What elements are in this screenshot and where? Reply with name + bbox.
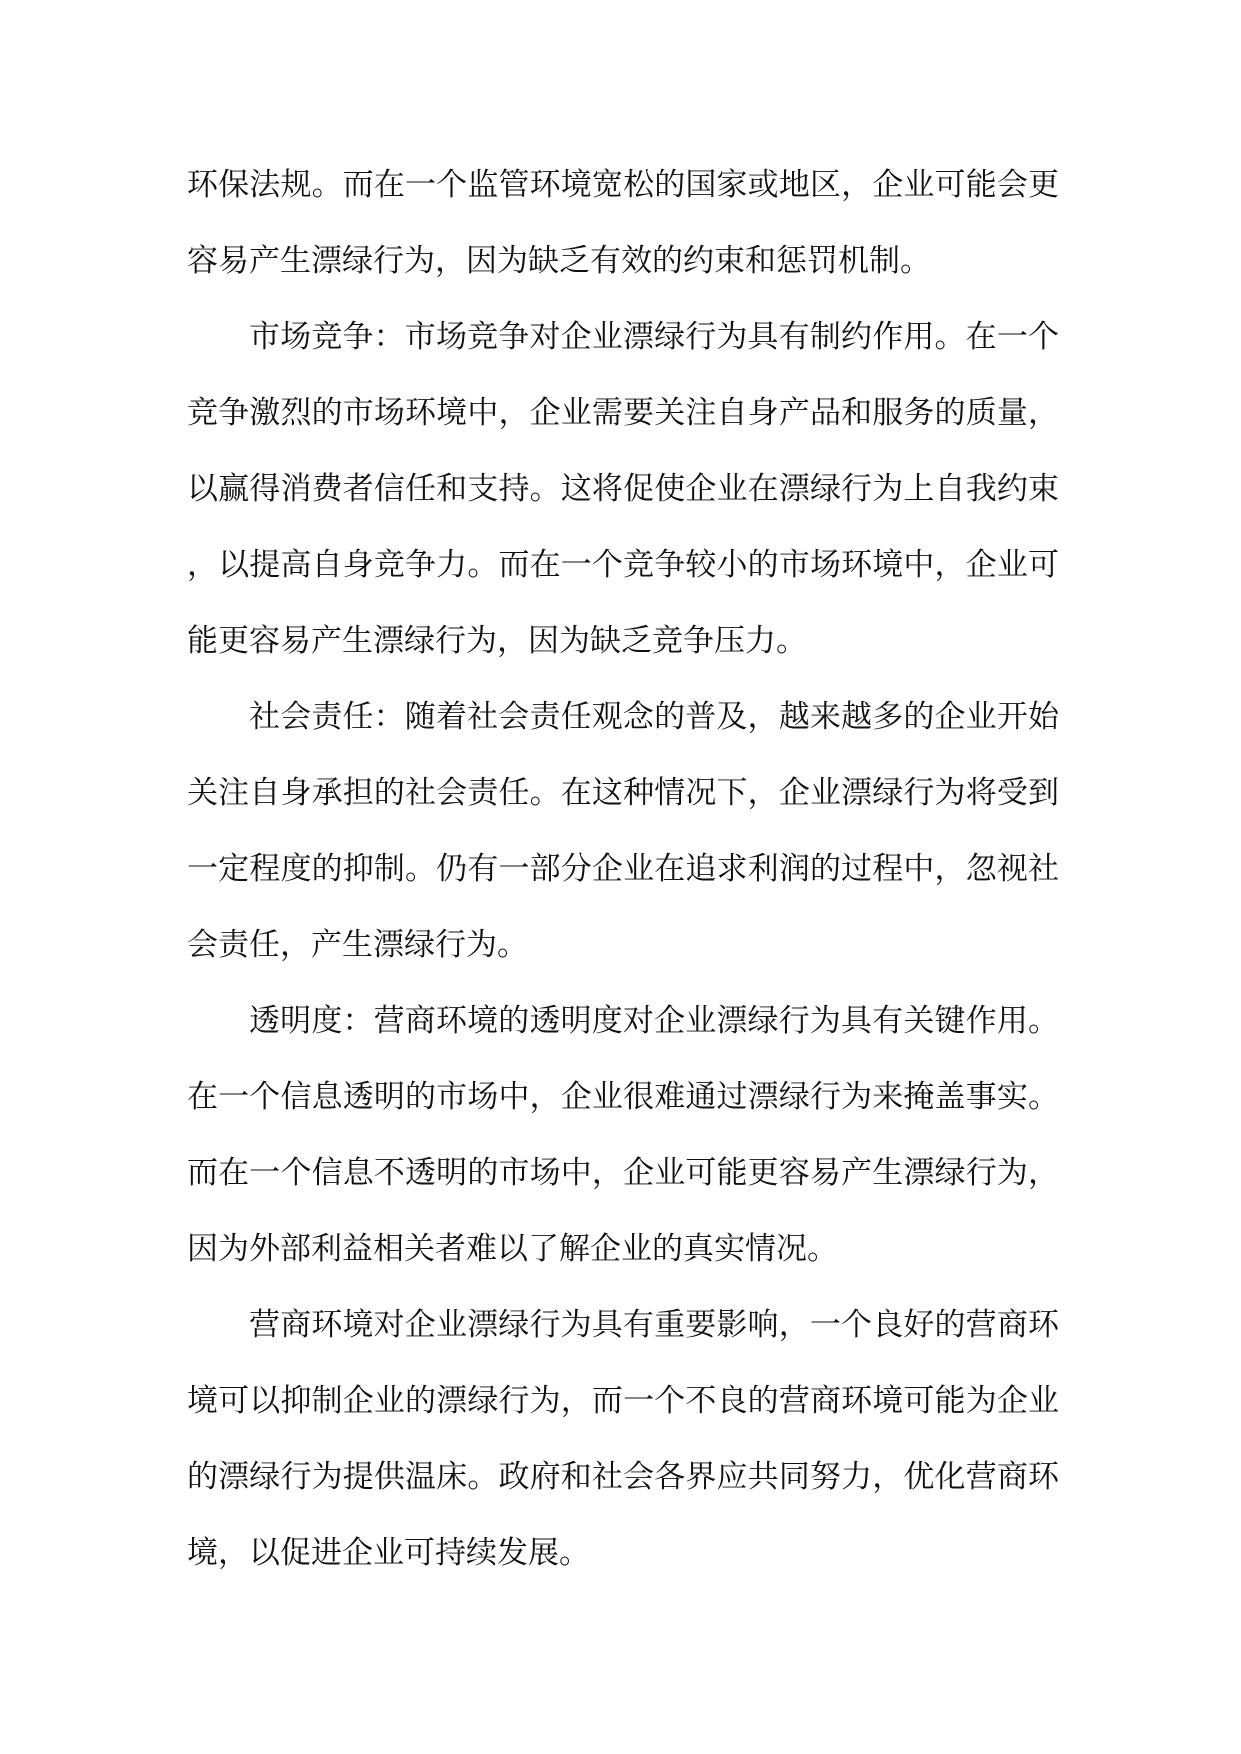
paragraph-conclusion: 营商环境对企业漂绿行为具有重要影响，一个良好的营商环境可以抑制企业的漂绿行为，而一个不良的营商环境可能为企业的漂绿行为提供温床。政府和社会各界应共同努力，优化营商环境，以促进企业可持续发展。: [187, 1307, 1059, 1571]
paragraph-social-responsibility: 社会责任：随着社会责任观念的普及，越来越多的企业开始关注自身承担的社会责任。在这种情况下，企业漂绿行为将受到一定程度的抑制。仍有一部分企业在追求利润的过程中，忽视社会责任，产生漂绿行为。: [187, 699, 1059, 963]
paragraph-continuation: 环保法规。而在一个监管环境宽松的国家或地区，企业可能会更容易产生漂绿行为，因为缺乏有效的约束和惩罚机制。: [187, 167, 1059, 279]
paragraph-market-competition: 市场竞争：市场竞争对企业漂绿行为具有制约作用。在一个竞争激烈的市场环境中，企业需要关注自身产品和服务的质量，以赢得消费者信任和支持。这将促使企业在漂绿行为上自我约束，以提高自身竞争力。而在一个竞争较小的市场环境中，企业可能更容易产生漂绿行为，因为缺乏竞争压力。: [187, 319, 1059, 659]
paragraph-transparency: 透明度：营商环境的透明度对企业漂绿行为具有关键作用。在一个信息透明的市场中，企业很难通过漂绿行为来掩盖事实。而在一个信息不透明的市场中，企业可能更容易产生漂绿行为，因为外部利益相关者难以了解企业的真实情况。: [187, 1003, 1059, 1267]
body-text: [187, 147, 1059, 1591]
